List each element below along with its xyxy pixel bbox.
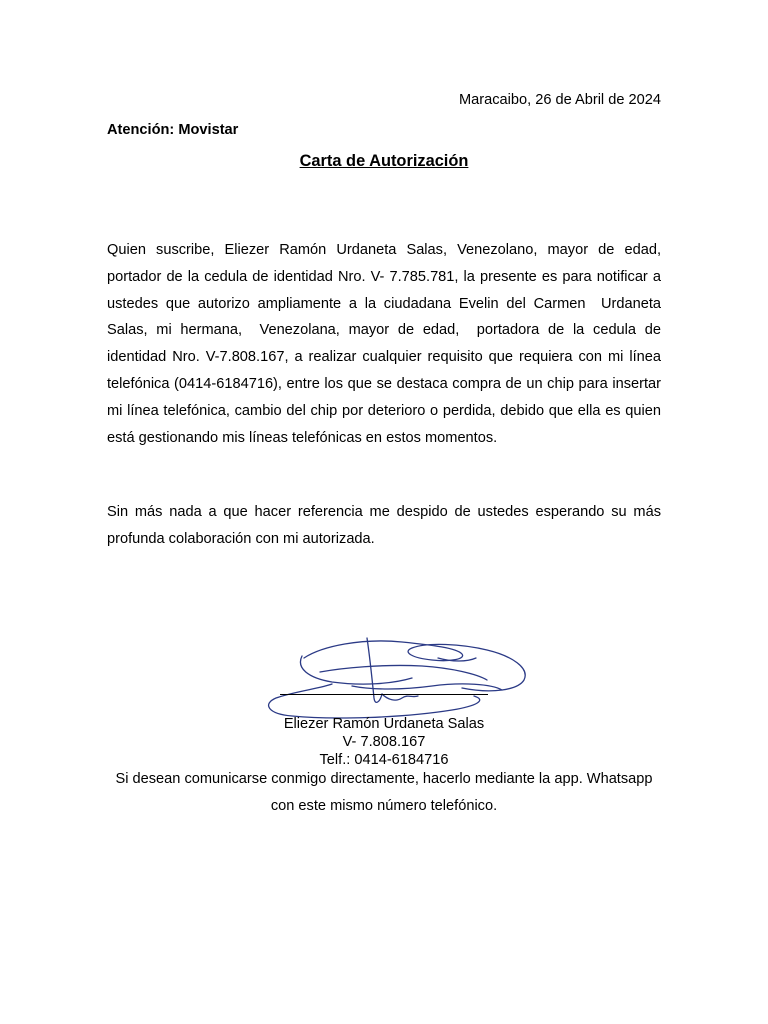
signer-name: Eliezer Ramón Urdaneta Salas — [283, 716, 485, 732]
signer-phone: Telf.: 0414-6184716 — [319, 752, 449, 768]
signer-id: V- 7.808.167 — [342, 734, 426, 750]
letter-title: Carta de Autorización — [299, 152, 469, 170]
signer-block — [107, 715, 661, 769]
handwritten-signature — [262, 628, 534, 724]
letter-date: Maracaibo, 26 de Abril de 2024 — [458, 92, 661, 108]
signature-line — [280, 694, 488, 695]
attention-line: Atención: Movistar — [107, 122, 239, 138]
closing-note: Si desean comunicarse conmigo directamente, hacerlo mediante la app. Whatsapp con este mismo número telefónico. — [115, 771, 653, 814]
body-paragraph-authorization: Quien suscribe, Eliezer Ramón Urdaneta Salas, Venezolano, mayor de edad, portador de la cedula de identidad Nro. V- 7.785.781, la presente es para notificar a ustedes que autorizo ampliamente a la ciudadana Evelin del Carmen Urdaneta Salas, mi hermana, Venezolana, mayor de edad, portadora de la cedula de identidad Nro. V-7.808.167, a realizar cualquier requisito que requiera con mi línea telefónica (0414-6184716), entre los que se destaca compra de un chip para insertar mi línea telefónica, cambio del chip por deterioro o perdida, debido que ella es quien está gestionando mis líneas telefónicas en estos momentos. — [107, 242, 666, 446]
body-paragraph-farewell: Sin más nada a que hacer referencia me despido de ustedes esperando su más profunda colaboración con mi autorizada. — [107, 504, 666, 547]
